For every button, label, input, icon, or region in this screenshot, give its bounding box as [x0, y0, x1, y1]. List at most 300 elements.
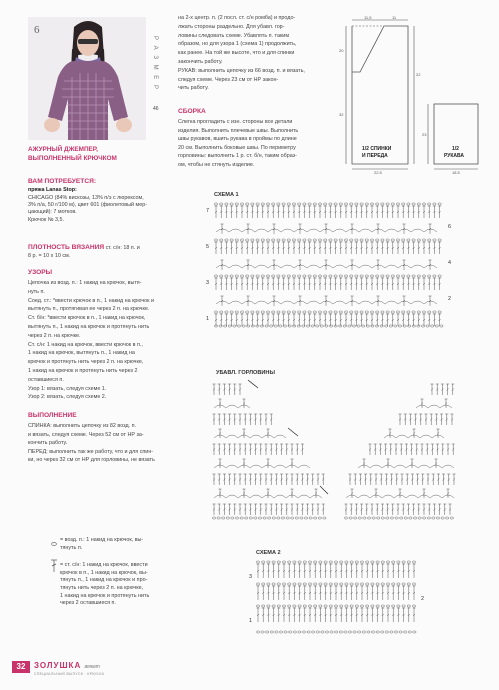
chain-stitch [277, 311, 280, 313]
dc-stitch [355, 314, 358, 326]
chain-stitch [298, 203, 301, 205]
dc-stitch [381, 314, 384, 326]
dc-stitch [324, 206, 327, 218]
dc-stitch [413, 586, 416, 600]
top-right-text [178, 14, 305, 93]
chain-stitch [235, 517, 238, 519]
chain-stitch [225, 275, 228, 277]
dc-stitch [314, 586, 317, 600]
chain-stitch [344, 275, 347, 277]
dc-stitch [405, 444, 408, 455]
chain-stitch [334, 203, 337, 205]
chain-stitch [240, 517, 243, 519]
dc-stitch [285, 504, 288, 515]
chain-stitch [311, 325, 314, 327]
dc-stitch [293, 242, 296, 254]
chain-stitch [334, 583, 337, 585]
chain-stitch [282, 203, 285, 205]
chain-stitch [334, 605, 337, 607]
chain-stitch [399, 631, 402, 633]
dc-stitch [246, 242, 249, 254]
dc-stitch [243, 489, 246, 498]
chain-stitch [318, 203, 321, 205]
dc-stitch [301, 504, 304, 515]
dc-stitch [345, 206, 348, 218]
sleeve-label-2: РУКАВА [444, 153, 465, 159]
sleeve-label-1: 1/2 [452, 146, 459, 152]
dc-stitch [407, 206, 410, 218]
dc-stitch [270, 414, 273, 425]
dc-stitch [389, 429, 392, 438]
chain-stitch [261, 275, 264, 277]
dc-stitch [265, 414, 268, 425]
schema1-row-number: 3 [206, 280, 209, 286]
dc-stitch [413, 564, 416, 578]
chain-stitch [381, 275, 384, 277]
dc-stitch [218, 474, 221, 485]
dc-stitch [306, 504, 309, 515]
chain-stitch [240, 311, 243, 313]
chain-stitch [314, 517, 317, 519]
chain-stitch [313, 275, 316, 277]
dc-stitch [272, 206, 275, 218]
dc-stitch [256, 206, 259, 218]
chain-stitch [365, 239, 368, 241]
chain-arc [307, 229, 320, 232]
dc-stitch [402, 278, 405, 290]
chain-stitch [267, 561, 270, 563]
execution-line: кончить работу. [28, 440, 68, 447]
dc-stitch [241, 206, 244, 218]
chain-stitch [413, 517, 416, 519]
chain-stitch [413, 631, 416, 633]
chain-stitch [225, 311, 228, 313]
dc-stitch [244, 504, 247, 515]
chain-arc [320, 265, 333, 268]
dc-stitch [223, 444, 226, 455]
chain-stitch [428, 239, 431, 241]
chain-arc [398, 301, 411, 304]
chain-arc [216, 265, 229, 268]
chain-stitch [214, 203, 217, 205]
chain-stitch [355, 583, 358, 585]
dc-stitch [287, 242, 290, 254]
dc-stitch [451, 414, 454, 425]
dc-stitch [417, 278, 420, 290]
dc-stitch [319, 608, 322, 622]
dc-stitch [411, 459, 414, 468]
chain-stitch [376, 239, 379, 241]
dc-stitch [309, 586, 312, 600]
chain-stitch [360, 583, 363, 585]
dc-stitch [365, 278, 368, 290]
chain-stitch [392, 561, 395, 563]
chain-stitch [251, 203, 254, 205]
dc-stitch [387, 608, 390, 622]
execution-line: СПИНКА: выполнить цепочку из 82 возд. п. [28, 423, 137, 429]
dc-stitch [280, 444, 283, 455]
chain-stitch [308, 239, 311, 241]
dc-stitch [364, 474, 367, 485]
dc-stitch [412, 242, 415, 254]
chain-stitch [397, 605, 400, 607]
chain-stitch [422, 275, 425, 277]
dc-stitch [351, 489, 354, 498]
dim-v-c: 22 [416, 72, 421, 77]
chain-arc [346, 265, 359, 268]
chain-stitch [261, 631, 264, 633]
chain-stitch [270, 631, 273, 633]
chain-stitch [235, 311, 238, 313]
chain-stitch [345, 583, 348, 585]
dc-stitch [340, 608, 343, 622]
dc-stitch [446, 384, 449, 395]
neckline-chart [208, 376, 460, 524]
dc-stitch [329, 586, 332, 600]
dc-stitch [265, 504, 268, 515]
dc-stitch [262, 608, 265, 622]
dc-stitch [371, 242, 374, 254]
schema1-row-number: 7 [206, 208, 209, 214]
dc-stitch [376, 504, 379, 515]
dc-stitch [334, 206, 337, 218]
chain-stitch [277, 561, 280, 563]
chain-stitch [303, 561, 306, 563]
dc-stitch [374, 444, 377, 455]
dc-stitch [451, 384, 454, 395]
dc-stitch [381, 278, 384, 290]
dc-stitch [254, 414, 257, 425]
chain-stitch [360, 203, 363, 205]
chain-stitch [355, 203, 358, 205]
chain-stitch [358, 631, 361, 633]
dc-stitch [225, 242, 228, 254]
dc-stitch [249, 444, 252, 455]
dc-stitch [329, 608, 332, 622]
legend-line: 1 накид на крючок и протянуть нить [60, 592, 150, 599]
chain-stitch [272, 311, 275, 313]
dc-stitch [314, 564, 317, 578]
chain-stitch [397, 561, 400, 563]
chain-stitch [266, 311, 269, 313]
chain-stitch [313, 311, 316, 313]
chain-stitch [381, 605, 384, 607]
chain-stitch [335, 631, 338, 633]
dc-stitch [402, 586, 405, 600]
schema1-label: СХЕМА 1 [214, 192, 239, 198]
dc-stitch [412, 278, 415, 290]
chain-stitch [329, 583, 332, 585]
chain-stitch [431, 325, 434, 327]
chain-stitch [370, 311, 373, 313]
chain-stitch [348, 631, 351, 633]
dc-stitch [314, 608, 317, 622]
chain-stitch [362, 325, 365, 327]
chain-stitch [412, 239, 415, 241]
chain-stitch [350, 561, 353, 563]
dc-stitch [397, 278, 400, 290]
chain-stitch [407, 239, 410, 241]
dc-stitch [432, 474, 435, 485]
dc-stitch [267, 608, 270, 622]
chain-stitch [287, 311, 290, 313]
dc-stitch [442, 474, 445, 485]
dc-stitch [329, 278, 332, 290]
dc-stitch [431, 444, 434, 455]
dc-stitch [440, 414, 443, 425]
chain-stitch [392, 583, 395, 585]
chain-stitch [272, 275, 275, 277]
chain-stitch [398, 325, 401, 327]
chain-stitch [246, 275, 249, 277]
dc-stitch [235, 242, 238, 254]
size-value: 46 [153, 106, 159, 112]
dc-stitch [447, 489, 450, 498]
dc-stitch [309, 608, 312, 622]
dc-stitch [360, 242, 363, 254]
dc-stitch [441, 444, 444, 455]
chain-arc [430, 495, 442, 498]
patterns-list [28, 279, 154, 402]
chain-stitch [412, 561, 415, 563]
dc-stitch [395, 474, 398, 485]
dc-stitch [225, 278, 228, 290]
chain-stitch [381, 631, 384, 633]
dc-stitch [417, 504, 420, 515]
chain-arc [372, 265, 385, 268]
dc-stitch [298, 608, 301, 622]
dc-stitch [241, 314, 244, 326]
chain-arc [229, 229, 242, 232]
chain-stitch [256, 583, 259, 585]
dc-stitch [277, 608, 280, 622]
chain-stitch [334, 311, 337, 313]
back-label-2: И ПЕРЕДА [362, 153, 388, 159]
chain-stitch [219, 325, 222, 327]
assembly-list [178, 118, 298, 170]
dc-stitch [334, 242, 337, 254]
chain-stitch [391, 203, 394, 205]
dc-stitch [365, 206, 368, 218]
page-number: 32 [12, 661, 30, 673]
chain-stitch [339, 311, 342, 313]
dc-stitch [390, 474, 393, 485]
dc-stitch [350, 242, 353, 254]
chain-stitch [412, 311, 415, 313]
chain-stitch [381, 239, 384, 241]
dc-stitch [259, 504, 262, 515]
dc-stitch [239, 444, 242, 455]
dc-stitch [407, 278, 410, 290]
chain-stitch [432, 517, 435, 519]
pattern-line: вытянуть п., протягивая ее через 2 п. на крючке. [28, 306, 150, 313]
pattern-line: крючок и протянуть нить через 2 п. на крючке, [28, 359, 144, 366]
chain-stitch [292, 275, 295, 277]
dc-stitch [415, 444, 418, 455]
dc-stitch [355, 586, 358, 600]
magazine-brand [34, 661, 100, 670]
dc-stitch [257, 608, 260, 622]
dc-stitch [421, 474, 424, 485]
dc-stitch [308, 278, 311, 290]
chain-stitch [417, 275, 420, 277]
dc-stitch [228, 444, 231, 455]
dc-stitch [360, 278, 363, 290]
dc-stitch [391, 206, 394, 218]
dc-stitch [218, 414, 221, 425]
materials-list [28, 195, 147, 224]
brand-small: вяжет [84, 664, 100, 670]
dc-stitch [376, 608, 379, 622]
dc-stitch [324, 278, 327, 290]
chain-stitch [298, 631, 301, 633]
chain-stitch [262, 605, 265, 607]
dc-stitch [433, 504, 436, 515]
chain-arc [442, 465, 454, 468]
dc-stitch [350, 608, 353, 622]
chain-stitch [363, 517, 366, 519]
chain-stitch [325, 631, 328, 633]
chain-stitch [282, 561, 285, 563]
chain-stitch [298, 561, 301, 563]
dc-stitch [423, 504, 426, 515]
chain-stitch [391, 275, 394, 277]
dc-stitch [391, 278, 394, 290]
chain-arc [385, 229, 398, 232]
dc-stitch [244, 474, 247, 485]
dc-stitch [272, 564, 275, 578]
neckline-label: УБАВЛ. ГОРЛОВИНЫ [216, 370, 275, 376]
chain-stitch [245, 517, 248, 519]
dc-stitch [291, 444, 294, 455]
dc-stitch [409, 414, 412, 425]
dc-stitch [277, 314, 280, 326]
dim-top-right: 11 [392, 16, 397, 20]
dc-stitch [324, 586, 327, 600]
chain-stitch [272, 517, 275, 519]
chain-stitch [385, 631, 388, 633]
dc-stitch [244, 414, 247, 425]
dc-stitch [277, 586, 280, 600]
chain-stitch [371, 561, 374, 563]
dc-stitch [407, 314, 410, 326]
execution-heading: ВЫПОЛНЕНИЕ [28, 412, 77, 419]
chain-stitch [376, 311, 379, 313]
dc-stitch [421, 444, 424, 455]
dim-sleeve-h: 23 [422, 132, 427, 137]
dc-stitch [254, 474, 257, 485]
chain-arc [226, 405, 238, 408]
chain-stitch [308, 561, 311, 563]
chain-stitch [329, 605, 332, 607]
chain-stitch [360, 275, 363, 277]
dc-stitch [386, 242, 389, 254]
dc-stitch [267, 564, 270, 578]
chain-stitch [427, 517, 430, 519]
dc-stitch [371, 564, 374, 578]
chain-stitch [376, 275, 379, 277]
dc-stitch [215, 242, 218, 254]
dc-stitch [345, 314, 348, 326]
dc-stitch [267, 314, 270, 326]
dc-stitch [428, 278, 431, 290]
chain-stitch [279, 325, 282, 327]
chain-stitch [381, 561, 384, 563]
dc-stitch [293, 586, 296, 600]
dc-stitch [280, 474, 283, 485]
dc-stitch [387, 586, 390, 600]
dc-stitch [381, 608, 384, 622]
dc-stitch [345, 504, 348, 515]
chain-stitch [303, 605, 306, 607]
dc-stitch [397, 206, 400, 218]
assembly-line: Слегка прогладить с изн. стороны все детали [178, 119, 293, 125]
dc-stitch [379, 444, 382, 455]
chain-arc [420, 435, 432, 438]
chain-stitch [376, 203, 379, 205]
assembly-heading: СБОРКА [178, 108, 206, 115]
dc-stitch [228, 504, 231, 515]
dc-stitch [282, 314, 285, 326]
chain-arc [320, 301, 333, 304]
chain-stitch [251, 325, 254, 327]
dc-stitch [275, 474, 278, 485]
chain-arc [274, 495, 286, 498]
chain-stitch [376, 631, 379, 633]
chain-stitch [303, 311, 306, 313]
chain-stitch [400, 517, 403, 519]
dc-stitch [220, 278, 223, 290]
dc-stitch [371, 206, 374, 218]
dc-stitch [423, 242, 426, 254]
dc-stitch [223, 474, 226, 485]
dc-stitch [414, 414, 417, 425]
chain-stitch [242, 325, 245, 327]
chain-stitch [272, 583, 275, 585]
chain-stitch [256, 239, 259, 241]
schema2-row-number: 1 [249, 618, 252, 624]
dc-stitch [261, 242, 264, 254]
pattern-line: через 2 п. на крючке. [28, 332, 81, 339]
dc-stitch [313, 278, 316, 290]
dc-stitch [397, 242, 400, 254]
dc-stitch [283, 608, 286, 622]
schema1-row-number: 1 [206, 316, 209, 322]
chain-stitch [395, 517, 398, 519]
chain-stitch [438, 203, 441, 205]
dc-stitch [360, 206, 363, 218]
chain-stitch [417, 311, 420, 313]
dc-stitch [376, 586, 379, 600]
chain-stitch [426, 325, 429, 327]
chain-stitch [433, 311, 436, 313]
dc-stitch [322, 474, 325, 485]
legend-symbols [48, 540, 60, 610]
pattern-line: Соед. ст.: *ввести крючок в п., 1 накид на крючок и [28, 297, 155, 304]
chain-stitch [436, 517, 439, 519]
dc-stitch [427, 474, 430, 485]
dc-stitch [350, 206, 353, 218]
dc-stitch [220, 314, 223, 326]
chain-stitch [329, 239, 332, 241]
top-right-line: лжать стороны раздельно. Для убавл. гор- [178, 23, 285, 30]
materials-line: 3% п/а, 50 г/100 м), цвет 601 (фиолетовый мер- [28, 202, 148, 209]
dc-stitch [339, 314, 342, 326]
dc-stitch [308, 314, 311, 326]
chain-stitch [272, 561, 275, 563]
dc-stitch [412, 206, 415, 218]
chain-stitch [417, 239, 420, 241]
